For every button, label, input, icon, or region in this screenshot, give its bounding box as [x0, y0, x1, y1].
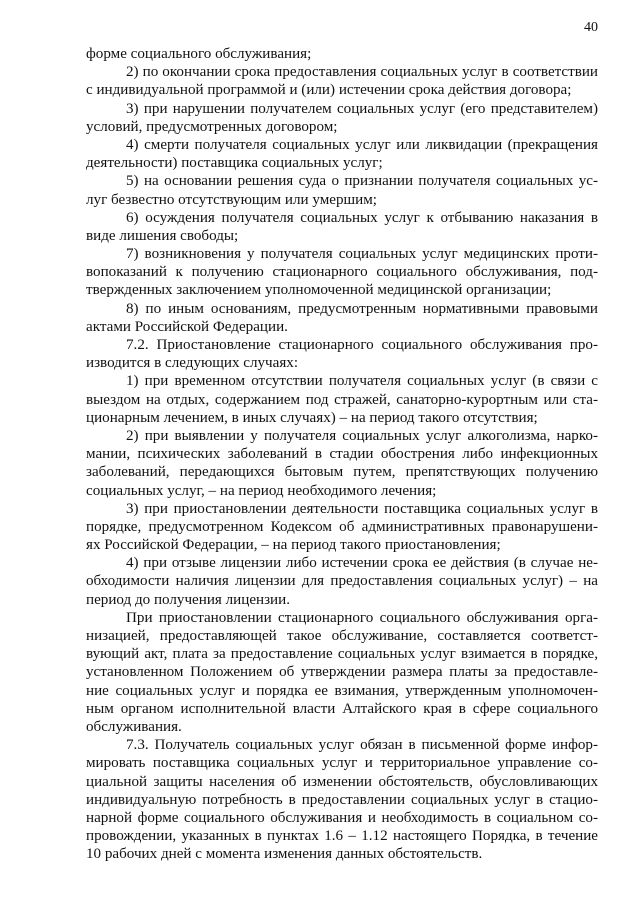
text-line: 3) при приостановлении деятельности поставщика социальных услуг в — [126, 500, 598, 517]
text-line: луг безвестно отсутствующим или умершим; — [86, 191, 377, 208]
text-line: социальных услуг, – на период необходимого лечения; — [86, 482, 437, 499]
text-line: 10 рабочих дней с момента изменения данных обстоятельств. — [86, 846, 483, 863]
text-line: период до получения лицензии. — [86, 591, 290, 608]
text-line: условий, предусмотренных договором; — [86, 118, 338, 135]
text-line: 1) при временном отсутствии получателя социальных услуг (в связи с — [126, 373, 598, 390]
text-line: виде лишения свободы; — [86, 227, 239, 244]
text-line: 7.3. Получатель социальных услуг обязан в письменной форме инфор- — [126, 737, 598, 754]
text-line: ях Российской Федерации, – на период такого приостановления; — [86, 537, 501, 554]
text-line: индивидуальную потребность в предоставлении социальных услуг в стацио- — [86, 791, 598, 808]
text-line: 5) на основании решения суда о признании получателя социальных ус- — [126, 173, 598, 190]
text-line: нарной форме социального обслуживания и необходимость в социальном со- — [86, 809, 598, 826]
text-line: 3) при нарушении получателем социальных услуг (его представителем) — [126, 100, 598, 117]
page-number: 40 — [584, 20, 598, 35]
text-line: циальной защиты населения об изменении обстоятельств, обусловливающих — [86, 773, 598, 790]
text-line: обслуживания. — [86, 718, 182, 735]
text-line: При приостановлении стационарного социального обслуживания орга- — [126, 609, 598, 626]
text-line: форме социального обслуживания; — [86, 46, 312, 62]
text-line: 2) по окончании срока предоставления социальных услуг в соответствии — [126, 64, 598, 81]
text-line: актами Российской Федерации. — [86, 318, 288, 335]
text-line: с индивидуальной программой и (или) истечении срока действия договора; — [86, 82, 572, 99]
text-line: провождении, указанных в пунктах 1.6 – 1.12 настоящего Порядка, в течение — [86, 828, 598, 845]
text-line: 4) смерти получателя социальных услуг или ликвидации (прекращения — [126, 136, 598, 153]
text-line: изводится в следующих случаях: — [86, 355, 299, 372]
text-line: 2) при выявлении у получателя социальных услуг алкоголизма, нарко- — [126, 427, 598, 444]
text-line: установленном Положением об утверждении размера платы за предоставле- — [86, 664, 598, 681]
text-line: низацией, предоставляющей такое обслуживание, составляется соответст- — [86, 628, 598, 644]
text-line: обходимости наличия лицензии для предоставления социальных услуг) – на — [86, 573, 598, 590]
text-line: ционарным лечением, в иных случаях) – на период такого отсутствия; — [86, 409, 538, 426]
text-line: мировать поставщика социальных услуг и территориальное управление со- — [86, 755, 598, 772]
text-line: 8) по иным основаниям, предусмотренным нормативными правовыми — [126, 300, 598, 317]
text-line: вопоказаний к получению стационарного социального обслуживания, под- — [86, 264, 598, 281]
text-line: 4) при отзыве лицензии либо истечении срока ее действия (в случае не- — [126, 555, 598, 572]
text-line: мании, психических заболеваний в стадии обострения либо инфекционных — [86, 446, 598, 463]
text-line: 7) возникновения у получателя социальных услуг медицинских проти- — [126, 246, 598, 263]
text-line: порядке, предусмотренном Кодексом об административных правонарушени- — [86, 518, 598, 535]
text-line: заболеваний, передающихся бытовым путем, препятствующих получению — [86, 464, 598, 481]
text-line: вующий акт, плата за предоставление социальных услуг взимается в порядке, — [86, 646, 598, 663]
text-line: деятельности) поставщика социальных услуг; — [86, 155, 383, 172]
text-line: ным органом исполнительной власти Алтайского края в сфере социального — [86, 700, 598, 717]
text-line: выездом на отдых, содержанием под стражей, санаторно-курортным или ста- — [86, 391, 598, 408]
text-line: 7.2. Приостановление стационарного социального обслуживания про- — [126, 337, 598, 353]
text-line: 6) осуждения получателя социальных услуг к отбыванию наказания в — [126, 209, 598, 226]
text-line: твержденных заключением уполномоченной медицинской организации; — [86, 282, 552, 299]
text-line: ние социальных услуг и порядка ее взимания, утвержденным уполномочен- — [86, 682, 598, 699]
body-text — [86, 45, 598, 863]
